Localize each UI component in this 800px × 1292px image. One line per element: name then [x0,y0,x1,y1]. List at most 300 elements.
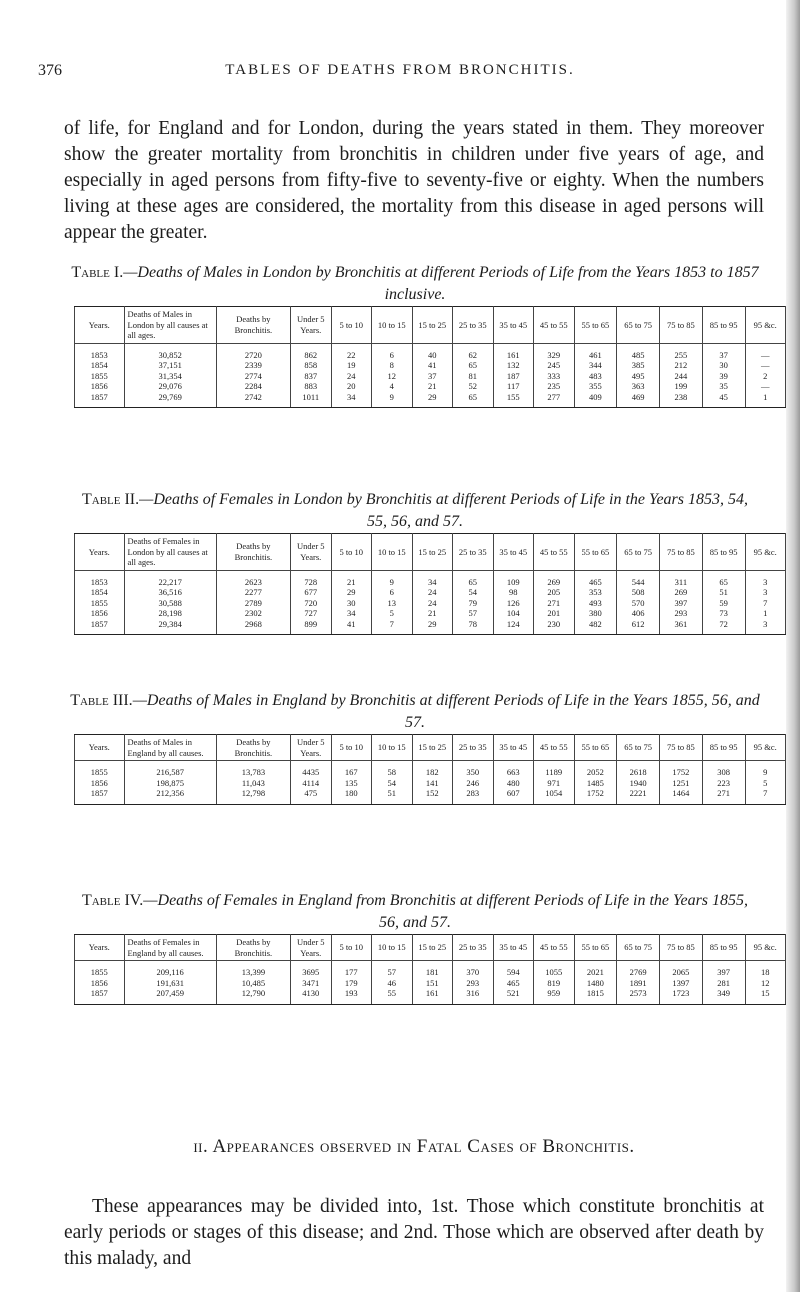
table-cell: 3471 [291,978,332,989]
table-cell: 2742 [216,392,290,408]
table-cell: 1397 [660,978,703,989]
row-year: 1855 [75,371,125,382]
table-cell: 1251 [660,778,703,789]
col-header-age-11: 95 &c. [745,935,786,961]
table-cell: 55 [372,988,413,1004]
table-cell: 141 [412,778,453,789]
table-cell: 1464 [660,788,703,804]
table-cell: 155 [493,392,534,408]
table-cell: 73 [702,608,745,619]
table-cell: 205 [534,587,575,598]
table-cell: 245 [534,360,575,371]
table-cell: 361 [660,619,703,635]
table-cell: 2065 [660,961,703,978]
table-cell: 244 [660,371,703,382]
table-cell: 13,783 [216,761,290,778]
table-row [75,608,786,619]
table-cell: 59 [702,598,745,609]
table-cell: 2618 [617,761,660,778]
table-cell: 230 [534,619,575,635]
table-cell: 177 [331,961,372,978]
table-cell: 9 [372,570,413,587]
table-cell: 212,356 [124,788,216,804]
table-cell: 2021 [574,961,617,978]
table-cell: 37 [702,343,745,360]
table-cell: 57 [372,961,413,978]
table-4-title: —Deaths of Females in England from Bronchitis at different Periods of Life in the Years 1855, 56, and 57. [143,892,749,931]
table-cell: 316 [453,988,494,1004]
col-header-age-3: 15 to 25 [412,534,453,571]
table-cell: — [745,381,786,392]
table-cell: 30 [331,598,372,609]
table-cell: 293 [453,978,494,989]
table-cell: 3695 [291,961,332,978]
table-row [75,761,786,778]
table-cell: 1 [745,392,786,408]
table-cell: 2052 [574,761,617,778]
table-cell: 663 [493,761,534,778]
table-cell: 2339 [216,360,290,371]
table-cell: 51 [372,788,413,804]
table-cell: 333 [534,371,575,382]
table-2-label: Table II. [81,491,140,508]
table-cell: 9 [745,761,786,778]
table-cell: 380 [574,608,617,619]
table-cell: 209,116 [124,961,216,978]
table-cell: 151 [412,978,453,989]
table-cell: 5 [745,778,786,789]
table-cell: 3 [745,619,786,635]
table-1-caption [70,262,760,306]
row-year: 1857 [75,619,125,635]
table-cell: 2968 [216,619,290,635]
table-cell: 22 [331,343,372,360]
col-header-age-10: 85 to 95 [702,307,745,344]
col-header-age-6: 45 to 55 [534,735,575,761]
table-cell: 349 [702,988,745,1004]
table-cell: 2789 [216,598,290,609]
table-cell: 34 [331,608,372,619]
table-cell: 238 [660,392,703,408]
table-cell: 269 [660,587,703,598]
table-cell: — [745,343,786,360]
table-cell: 15 [745,988,786,1004]
col-header-age-4: 25 to 35 [453,534,494,571]
table-cell: 21 [412,608,453,619]
col-header-years: Years. [75,935,125,961]
table-cell: 862 [291,343,332,360]
table-1-label: Table I. [71,264,124,281]
table-cell: 385 [617,360,660,371]
table-cell: 161 [493,343,534,360]
table-cell: 1940 [617,778,660,789]
col-header-years: Years. [75,735,125,761]
table-cell: 482 [574,619,617,635]
table-cell: 493 [574,598,617,609]
col-header-age-4: 25 to 35 [453,307,494,344]
table-3-caption [70,690,760,734]
col-header-age-2: 10 to 15 [372,534,413,571]
table-cell: 255 [660,343,703,360]
table-4-caption [70,890,760,934]
row-year: 1857 [75,788,125,804]
row-year: 1856 [75,608,125,619]
col-header-age-9: 75 to 85 [660,307,703,344]
table-cell: 607 [493,788,534,804]
col-header-bronchitis: Deaths by Bronchitis. [216,534,290,571]
table-cell: 7 [372,619,413,635]
table-3-title: —Deaths of Males in England by Bronchitis at different Periods of Life in the Years 1855, 56, and 57. [132,692,760,731]
row-year: 1853 [75,570,125,587]
col-header-age-1: 5 to 10 [331,307,372,344]
table-cell: 727 [291,608,332,619]
table-row [75,360,786,371]
table-cell: 161 [412,988,453,1004]
col-header-all-causes: Deaths of Males in London by all causes at all ages. [124,307,216,344]
table-cell: 1189 [534,761,575,778]
table-cell: 6 [372,587,413,598]
table-cell: 201 [534,608,575,619]
table-cell: 13 [372,598,413,609]
table-cell: 281 [702,978,745,989]
closing-paragraph: These appearances may be divided into, 1st. Those which constitute bronchitis at early periods or stages of this disease; and 2nd. Those which are observed after death by this malady, and [64,1195,764,1269]
col-header-age-3: 15 to 25 [412,735,453,761]
table-cell: 475 [291,788,332,804]
table-cell: 677 [291,587,332,598]
table-cell: 2284 [216,381,290,392]
table-cell: 19 [331,360,372,371]
table-cell: 355 [574,381,617,392]
table-row [75,570,786,587]
col-header-age-10: 85 to 95 [702,935,745,961]
table-2-caption [70,489,760,533]
table-cell: 29,076 [124,381,216,392]
table-cell: 30,852 [124,343,216,360]
table-cell: 179 [331,978,372,989]
table-cell: 13,399 [216,961,290,978]
table-cell: 959 [534,988,575,1004]
table-cell: 329 [534,343,575,360]
table-row [75,978,786,989]
table-cell: 1815 [574,988,617,1004]
table-cell: 11,043 [216,778,290,789]
section-title-text: ii. Appearances observed in Fatal Cases of Bronchitis. [193,1136,635,1157]
row-year: 1855 [75,598,125,609]
page-edge-shadow [786,0,800,1292]
table-cell: 12,790 [216,988,290,1004]
col-header-age-9: 75 to 85 [660,534,703,571]
col-header-age-3: 15 to 25 [412,935,453,961]
table-cell: 9 [372,392,413,408]
col-header-age-7: 55 to 65 [574,307,617,344]
table-cell: 65 [453,360,494,371]
table-row [75,343,786,360]
table-cell: 283 [453,788,494,804]
table-cell: 837 [291,371,332,382]
table-cell: 24 [412,587,453,598]
table-2 [74,533,786,635]
row-year: 1855 [75,761,125,778]
table-cell: 181 [412,961,453,978]
table-cell: 7 [745,788,786,804]
table-cell: 132 [493,360,534,371]
table-cell: 480 [493,778,534,789]
table-cell: 39 [702,371,745,382]
col-header-age-6: 45 to 55 [534,534,575,571]
table-cell: 819 [534,978,575,989]
table-row [75,381,786,392]
page-number: 376 [38,62,62,79]
col-header-age-7: 55 to 65 [574,534,617,571]
table-cell: 2623 [216,570,290,587]
table-2-title: —Deaths of Females in London by Bronchitis at different Periods of Life in the Years 1853, 54, 55, 56, and 57. [139,491,749,530]
row-year: 1856 [75,778,125,789]
table-cell: 167 [331,761,372,778]
table-3-label: Table III. [70,692,133,709]
table-cell: 104 [493,608,534,619]
table-cell: 1480 [574,978,617,989]
row-year: 1856 [75,381,125,392]
table-cell: 308 [702,761,745,778]
col-header-bronchitis: Deaths by Bronchitis. [216,307,290,344]
table-cell: 36,516 [124,587,216,598]
table-cell: 41 [331,619,372,635]
table-cell: 397 [660,598,703,609]
table-cell: 1752 [574,788,617,804]
table-cell: 350 [453,761,494,778]
table-cell: 109 [493,570,534,587]
col-header-age-11: 95 &c. [745,534,786,571]
table-cell: 2774 [216,371,290,382]
row-year: 1856 [75,978,125,989]
table-3 [74,734,786,805]
table-cell: 570 [617,598,660,609]
col-header-bronchitis: Deaths by Bronchitis. [216,735,290,761]
table-cell: — [745,360,786,371]
col-header-age-7: 55 to 65 [574,935,617,961]
table-cell: 344 [574,360,617,371]
table-row [75,961,786,978]
table-cell: 18 [745,961,786,978]
table-cell: 79 [453,598,494,609]
table-cell: 235 [534,381,575,392]
table-cell: 311 [660,570,703,587]
table-1-title: —Deaths of Males in London by Bronchitis at different Periods of Life from the Years 1853 to 1857 inclusive. [123,264,759,303]
col-header-age-9: 75 to 85 [660,935,703,961]
table-cell: 4130 [291,988,332,1004]
table-cell: 34 [412,570,453,587]
table-cell: 1054 [534,788,575,804]
table-cell: 465 [574,570,617,587]
table-cell: 207,459 [124,988,216,1004]
table-cell: 10,485 [216,978,290,989]
table-cell: 182 [412,761,453,778]
table-cell: 370 [453,961,494,978]
table-cell: 29 [412,392,453,408]
table-cell: 363 [617,381,660,392]
table-cell: 4114 [291,778,332,789]
table-cell: 4435 [291,761,332,778]
col-header-age-0: Under 5 Years. [291,935,332,961]
col-header-age-11: 95 &c. [745,735,786,761]
col-header-age-8: 65 to 75 [617,735,660,761]
table-cell: 29,769 [124,392,216,408]
table-cell: 899 [291,619,332,635]
col-header-years: Years. [75,534,125,571]
table-row [75,619,786,635]
table-row [75,392,786,408]
table-cell: 216,587 [124,761,216,778]
table-cell: 57 [453,608,494,619]
table-cell: 2573 [617,988,660,1004]
table-cell: 271 [534,598,575,609]
col-header-age-6: 45 to 55 [534,935,575,961]
table-cell: 65 [453,570,494,587]
col-header-age-5: 35 to 45 [493,534,534,571]
table-cell: 51 [702,587,745,598]
col-header-age-5: 35 to 45 [493,935,534,961]
table-1 [74,306,786,408]
col-header-age-5: 35 to 45 [493,735,534,761]
table-cell: 1011 [291,392,332,408]
table-cell: 22,217 [124,570,216,587]
col-header-age-10: 85 to 95 [702,534,745,571]
table-cell: 406 [617,608,660,619]
col-header-all-causes: Deaths of Females in London by all causes at all ages. [124,534,216,571]
table-row [75,778,786,789]
table-cell: 78 [453,619,494,635]
table-cell: 720 [291,598,332,609]
table-cell: 485 [617,343,660,360]
table-cell: 58 [372,761,413,778]
table-cell: 212 [660,360,703,371]
table-row [75,371,786,382]
table-cell: 30 [702,360,745,371]
table-cell: 2277 [216,587,290,598]
row-year: 1857 [75,392,125,408]
table-cell: 2221 [617,788,660,804]
table-cell: 24 [412,598,453,609]
table-cell: 31,354 [124,371,216,382]
table-cell: 1055 [534,961,575,978]
table-cell: 3 [745,587,786,598]
table-cell: 72 [702,619,745,635]
row-year: 1855 [75,961,125,978]
row-year: 1854 [75,587,125,598]
table-cell: 46 [372,978,413,989]
table-row [75,598,786,609]
col-header-age-2: 10 to 15 [372,307,413,344]
col-header-age-5: 35 to 45 [493,307,534,344]
table-cell: 52 [453,381,494,392]
table-4-label: Table IV. [81,892,144,909]
col-header-age-8: 65 to 75 [617,534,660,571]
table-cell: 29 [412,619,453,635]
table-cell: 971 [534,778,575,789]
col-header-age-1: 5 to 10 [331,735,372,761]
table-cell: 34 [331,392,372,408]
col-header-bronchitis: Deaths by Bronchitis. [216,935,290,961]
table-cell: 187 [493,371,534,382]
table-cell: 508 [617,587,660,598]
col-header-age-2: 10 to 15 [372,935,413,961]
col-header-years: Years. [75,307,125,344]
col-header-all-causes: Deaths of Males in England by all causes. [124,735,216,761]
row-year: 1857 [75,988,125,1004]
table-cell: 521 [493,988,534,1004]
table-cell: 223 [702,778,745,789]
table-cell: 65 [702,570,745,587]
table-cell: 24 [331,371,372,382]
table-cell: 81 [453,371,494,382]
table-cell: 293 [660,608,703,619]
table-cell: 124 [493,619,534,635]
table-cell: 35 [702,381,745,392]
table-cell: 4 [372,381,413,392]
running-head: TABLES OF DEATHS FROM BRONCHITIS. [225,62,575,78]
col-header-age-1: 5 to 10 [331,935,372,961]
table-cell: 409 [574,392,617,408]
table-cell: 180 [331,788,372,804]
row-year: 1854 [75,360,125,371]
table-cell: 1723 [660,988,703,1004]
table-cell: 2769 [617,961,660,978]
table-cell: 12 [745,978,786,989]
table-cell: 45 [702,392,745,408]
table-cell: 1 [745,608,786,619]
table-cell: 495 [617,371,660,382]
table-cell: 544 [617,570,660,587]
table-cell: 12,798 [216,788,290,804]
table-cell: 461 [574,343,617,360]
table-cell: 1891 [617,978,660,989]
table-row [75,988,786,1004]
row-year: 1853 [75,343,125,360]
table-cell: 2 [745,371,786,382]
table-cell: 883 [291,381,332,392]
col-header-age-0: Under 5 Years. [291,735,332,761]
table-cell: 353 [574,587,617,598]
col-header-age-4: 25 to 35 [453,735,494,761]
col-header-age-8: 65 to 75 [617,307,660,344]
table-cell: 20 [331,381,372,392]
table-cell: 30,588 [124,598,216,609]
table-cell: 397 [702,961,745,978]
intro-paragraph: of life, for England and for London, during the years stated in them. They moreover show the greater mortality from bronchitis in children under five years of age, and especially in aged persons from fifty-five to seventy-five or eighty. When the numbers living at these ages are considered, the mortality from this disease in aged persons will appear the greater. [64,117,764,243]
section-title [64,1136,764,1158]
table-cell: 483 [574,371,617,382]
table-cell: 469 [617,392,660,408]
table-row [75,788,786,804]
col-header-age-4: 25 to 35 [453,935,494,961]
table-cell: 28,198 [124,608,216,619]
table-cell: 465 [493,978,534,989]
table-cell: 5 [372,608,413,619]
table-cell: 126 [493,598,534,609]
table-cell: 152 [412,788,453,804]
table-cell: 37,151 [124,360,216,371]
table-cell: 1485 [574,778,617,789]
table-cell: 271 [702,788,745,804]
table-cell: 193 [331,988,372,1004]
col-header-age-10: 85 to 95 [702,735,745,761]
table-cell: 21 [331,570,372,587]
table-cell: 269 [534,570,575,587]
col-header-age-1: 5 to 10 [331,534,372,571]
table-cell: 246 [453,778,494,789]
table-cell: 29 [331,587,372,598]
col-header-age-8: 65 to 75 [617,935,660,961]
